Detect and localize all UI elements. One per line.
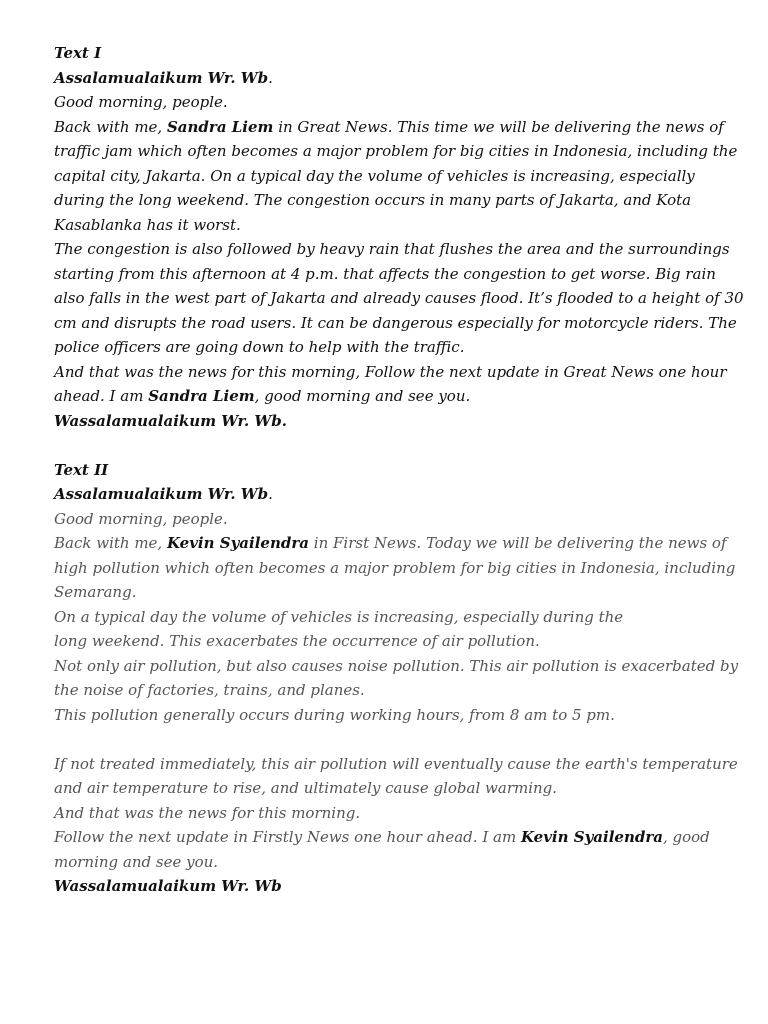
text1-greeting-close: Wassalamualaikum Wr. Wb. bbox=[54, 411, 287, 430]
text1-intro-b: in Great News. This time we will be delivering the news of traffic jam which often becomes a major problem for big cities in Indonesia, including the capital city, Jakarta. On a typical day the volume of vehicles is increasing, especially during the long weekend. The congestion occurs in many parts of Jakarta, and Kota Kasablanka has it worst. bbox=[54, 117, 738, 234]
text1-closing-name: Sandra Liem bbox=[148, 387, 255, 405]
paragraph-spacer bbox=[54, 727, 744, 752]
text2-line-d: This pollution generally occurs during working hours, from 8 am to 5 pm. bbox=[54, 705, 615, 724]
text2-para2: If not treated immediately, this air pollution will eventually cause the earth's temperature and air temperature to rise, and ultimately cause global warming. bbox=[54, 754, 738, 797]
text1-greeting-open bbox=[54, 66, 744, 91]
text1-para2: The congestion is also followed by heavy rain that flushes the area and the surroundings starting from this afternoon at 4 p.m. that affects the congestion to get worse. Big rain also falls in the west part of Jakarta and already causes flood. It’s flooded to a height of 30 cm and disrupts the road users. It can be dangerous especially for motorcycle riders. The police officers are going down to help with the traffic. bbox=[54, 240, 744, 356]
text2-greeting-open bbox=[54, 482, 744, 507]
text2-line-c: Not only air pollution, but also causes noise pollution. This air pollution is exacerbated by the noise of factories, trains, and planes. bbox=[54, 656, 739, 699]
text1-intro bbox=[54, 115, 744, 238]
text1-morning: Good morning, people. bbox=[54, 93, 228, 111]
text2-line-e: And that was the news for this morning. bbox=[54, 803, 361, 822]
text1-closing bbox=[54, 360, 744, 409]
text1-heading: Text I bbox=[54, 44, 102, 62]
text1-greeting-open-text: Assalamualaikum Wr. Wb bbox=[54, 68, 269, 87]
text1-closing-a: And that was the news for this morning, Follow the next update in Great News one hour ahead. I am bbox=[54, 362, 727, 405]
text2-closing-b: , good morning and see you. bbox=[54, 828, 710, 871]
text2-closing-a: Follow the next update in Firstly News one hour ahead. I am bbox=[54, 828, 521, 846]
text2-greeting-period: . bbox=[268, 485, 273, 503]
text2-intro-b: in First News. Today we will be delivering the news of high pollution which often becomes a major problem for big cities in Indonesia, including Semarang. bbox=[54, 534, 736, 601]
text2-line-a: On a typical day the volume of vehicles is increasing, especially during the bbox=[54, 607, 624, 626]
text2-closing-name: Kevin Syailendra bbox=[520, 828, 663, 846]
text2-closing bbox=[54, 825, 744, 874]
text2-greeting-open-text: Assalamualaikum Wr. Wb bbox=[54, 485, 269, 503]
text1-anchor-name: Sandra Liem bbox=[166, 117, 274, 136]
text2-morning: Good morning, people. bbox=[54, 509, 228, 528]
text2-greeting-close: Wassalamualaikum Wr. Wb bbox=[54, 877, 282, 895]
text2-heading: Text II bbox=[54, 460, 109, 479]
text1-greeting-period: . bbox=[268, 68, 273, 87]
text2-anchor-name: Kevin Syailendra bbox=[166, 534, 309, 552]
section-spacer bbox=[54, 433, 744, 458]
text2-intro-a: Back with me, bbox=[54, 534, 167, 552]
text1-intro-a: Back with me, bbox=[54, 117, 167, 136]
text1-closing-b: , good morning and see you. bbox=[254, 387, 471, 405]
text2-intro bbox=[54, 531, 744, 605]
text2-line-b: long weekend. This exacerbates the occurrence of air pollution. bbox=[54, 632, 540, 650]
document-body bbox=[54, 41, 744, 899]
